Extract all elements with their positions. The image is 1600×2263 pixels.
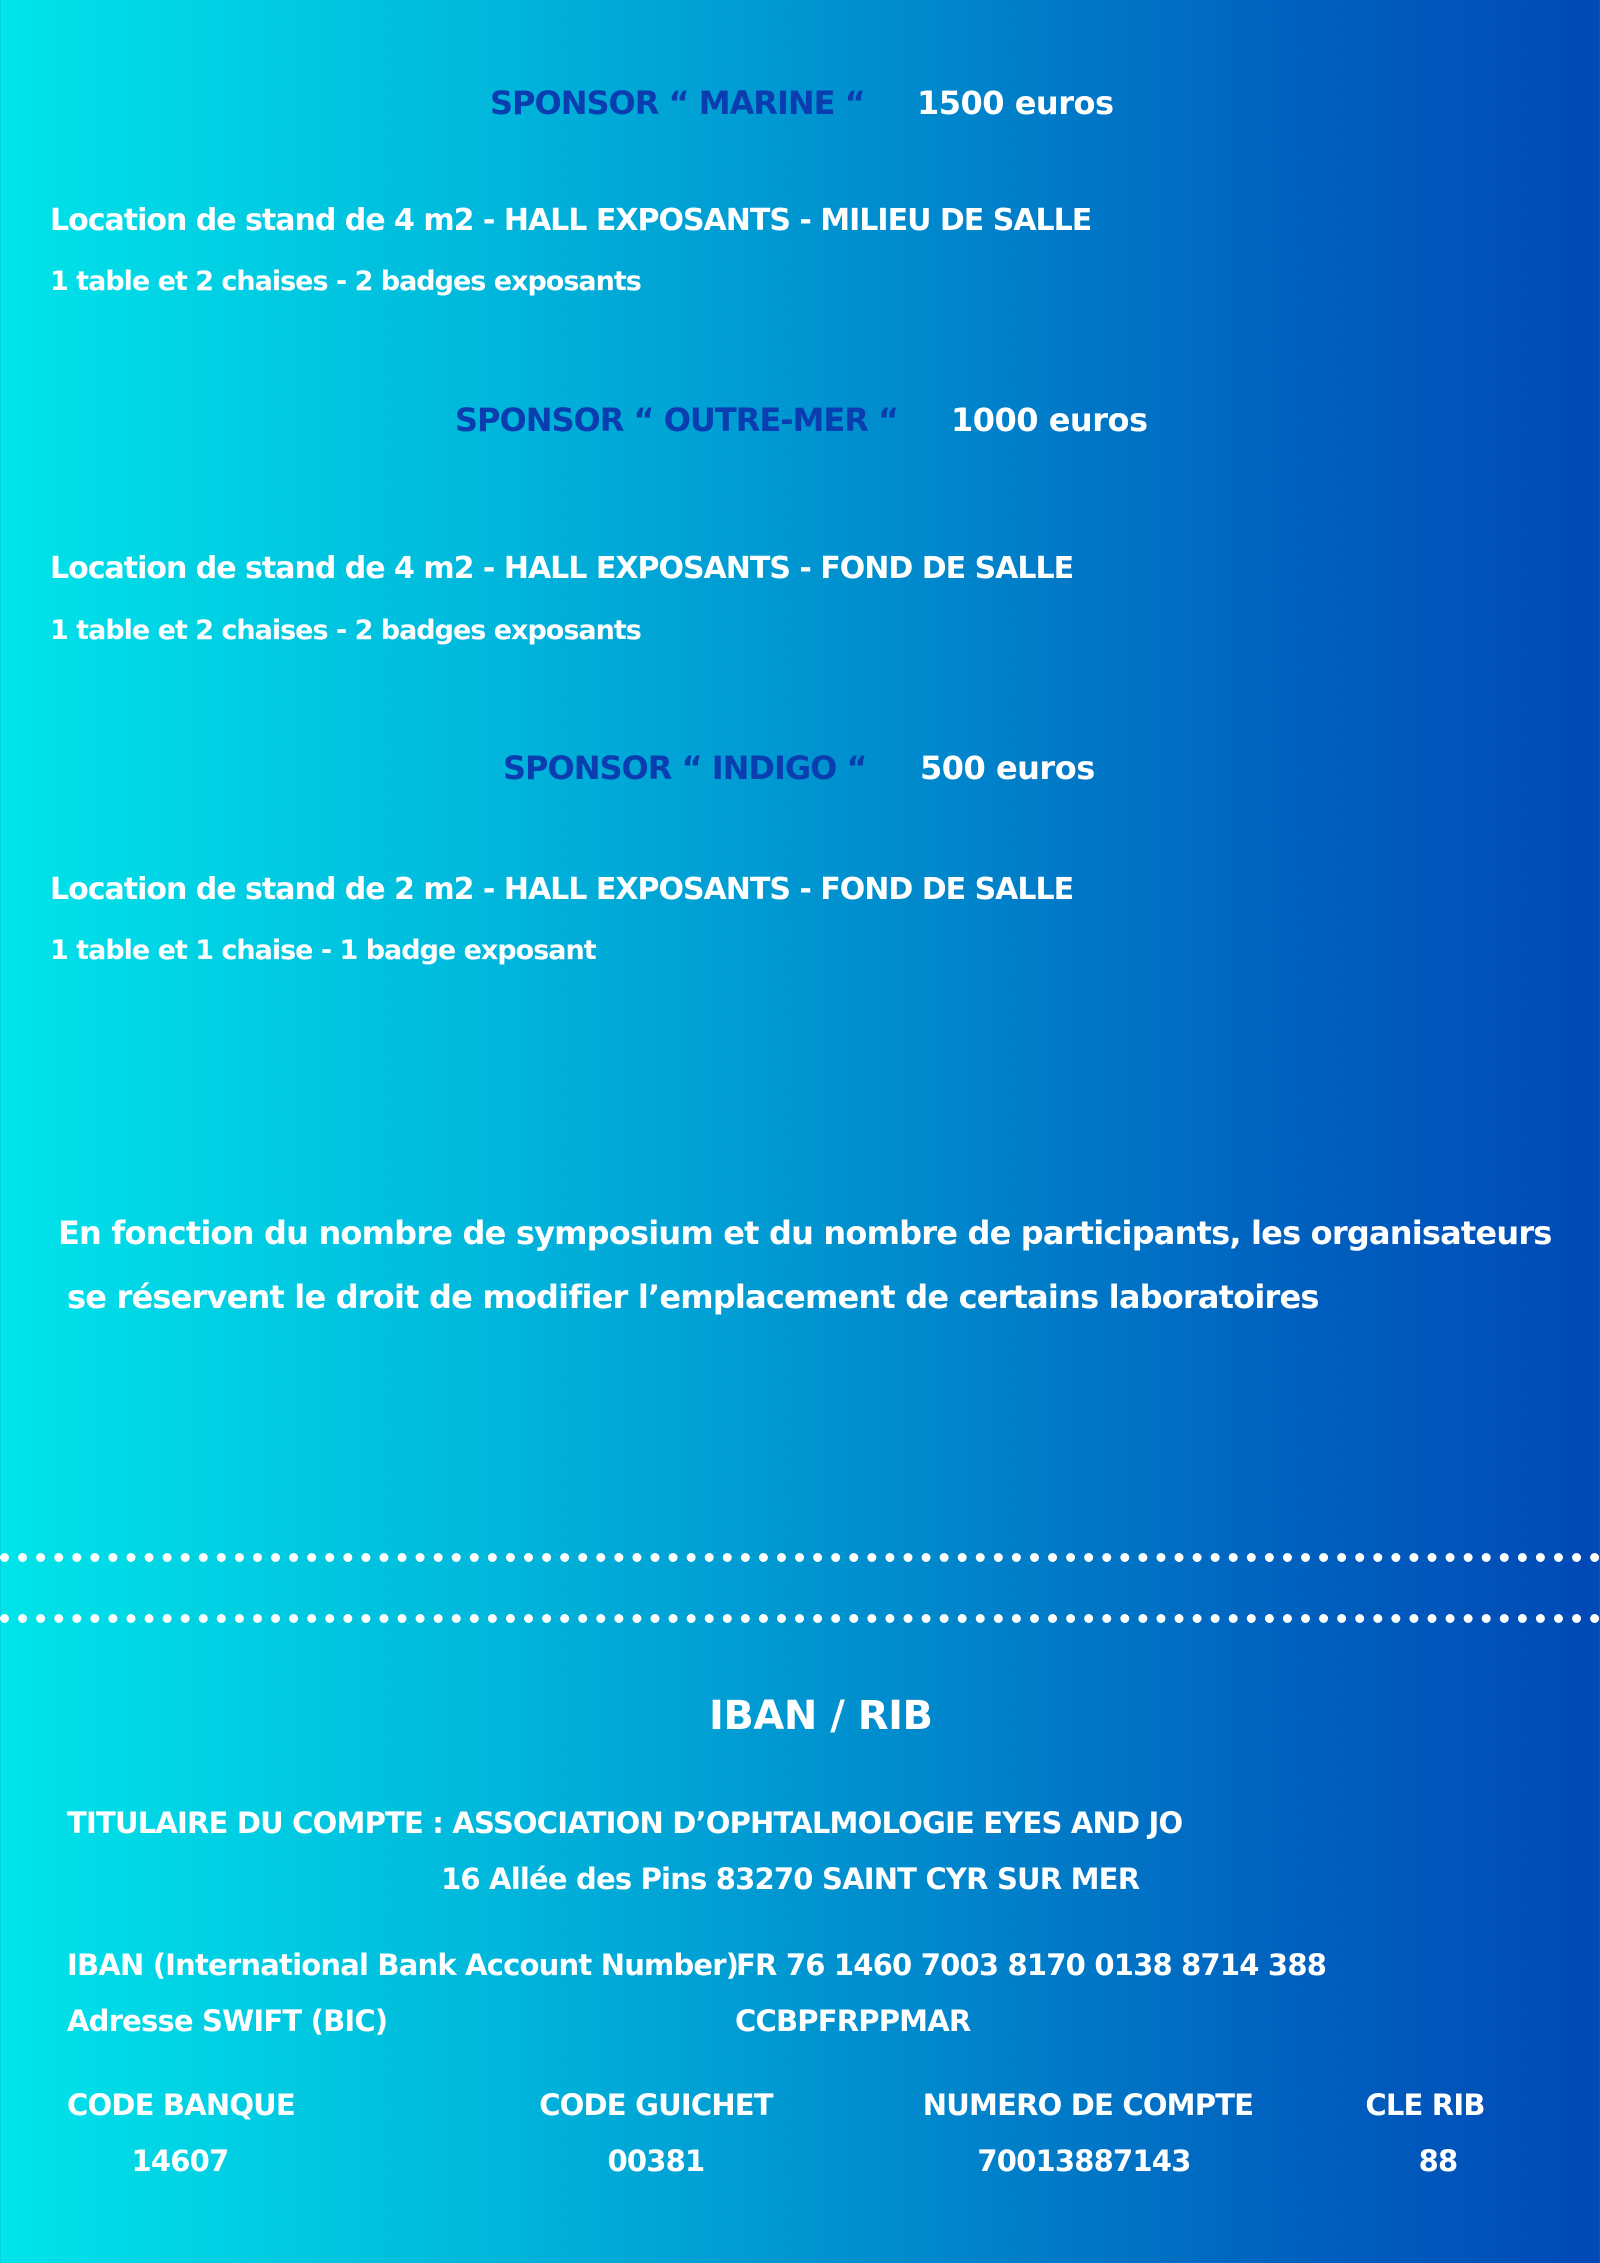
code-banque-value: 14607 [131, 2144, 229, 2178]
sponsor-indigo-furniture: 1 table et 1 chaise - 1 badge exposant [50, 935, 596, 966]
sponsor-indigo-title: SPONSOR “ INDIGO “ [503, 749, 867, 787]
cle-rib-value: 88 [1418, 2144, 1458, 2178]
code-guichet-value: 00381 [607, 2144, 705, 2178]
code-guichet-header: CODE GUICHET [539, 2088, 773, 2122]
sponsor-marine-stand: Location de stand de 4 m2 - HALL EXPOSANTS - MILIEU DE SALLE [50, 203, 1092, 238]
swift-label: Adresse SWIFT (BIC) [67, 2004, 388, 2038]
iban-rib-title: IBAN / RIB [709, 1693, 933, 1739]
sponsor-indigo-stand: Location de stand de 2 m2 - HALL EXPOSANTS - FOND DE SALLE [50, 872, 1074, 907]
dotted-separator-top [0, 1553, 1600, 1562]
cle-rib-header: CLE RIB [1365, 2088, 1485, 2122]
account-address: 16 Allée des Pins 83270 SAINT CYR SUR MER [441, 1862, 1140, 1896]
sponsor-outremer-furniture: 1 table et 2 chaises - 2 badges exposants [50, 615, 641, 646]
sponsor-outremer-stand: Location de stand de 4 m2 - HALL EXPOSANTS - FOND DE SALLE [50, 551, 1074, 586]
sponsor-outremer-title: SPONSOR “ OUTRE-MER “ [455, 401, 898, 439]
swift-value: CCBPFRPPMAR [735, 2004, 971, 2038]
sponsor-outremer-price: 1000 euros [951, 401, 1148, 439]
sponsor-indigo-price: 500 euros [920, 749, 1095, 787]
iban-value: FR 76 1460 7003 8170 0138 8714 388 [736, 1948, 1327, 1982]
numero-compte-value: 70013887143 [977, 2144, 1191, 2178]
iban-label: IBAN (International Bank Account Number) [67, 1948, 739, 1982]
organizer-note-line-2: se réservent le droit de modifier l’emplacement de certains laboratoires [67, 1278, 1319, 1316]
account-holder: TITULAIRE DU COMPTE : ASSOCIATION D’OPHTALMOLOGIE EYES AND JO [67, 1806, 1183, 1840]
sponsor-marine-furniture: 1 table et 2 chaises - 2 badges exposants [50, 266, 641, 297]
numero-compte-header: NUMERO DE COMPTE [922, 2088, 1254, 2122]
sponsor-marine-price: 1500 euros [917, 84, 1114, 122]
sponsor-marine-title: SPONSOR “ MARINE “ [490, 84, 865, 122]
organizer-note-line-1: En fonction du nombre de symposium et du nombre de participants, les organisateurs [58, 1214, 1552, 1252]
code-banque-header: CODE BANQUE [67, 2088, 295, 2122]
dotted-separator-bottom [0, 1614, 1600, 1623]
